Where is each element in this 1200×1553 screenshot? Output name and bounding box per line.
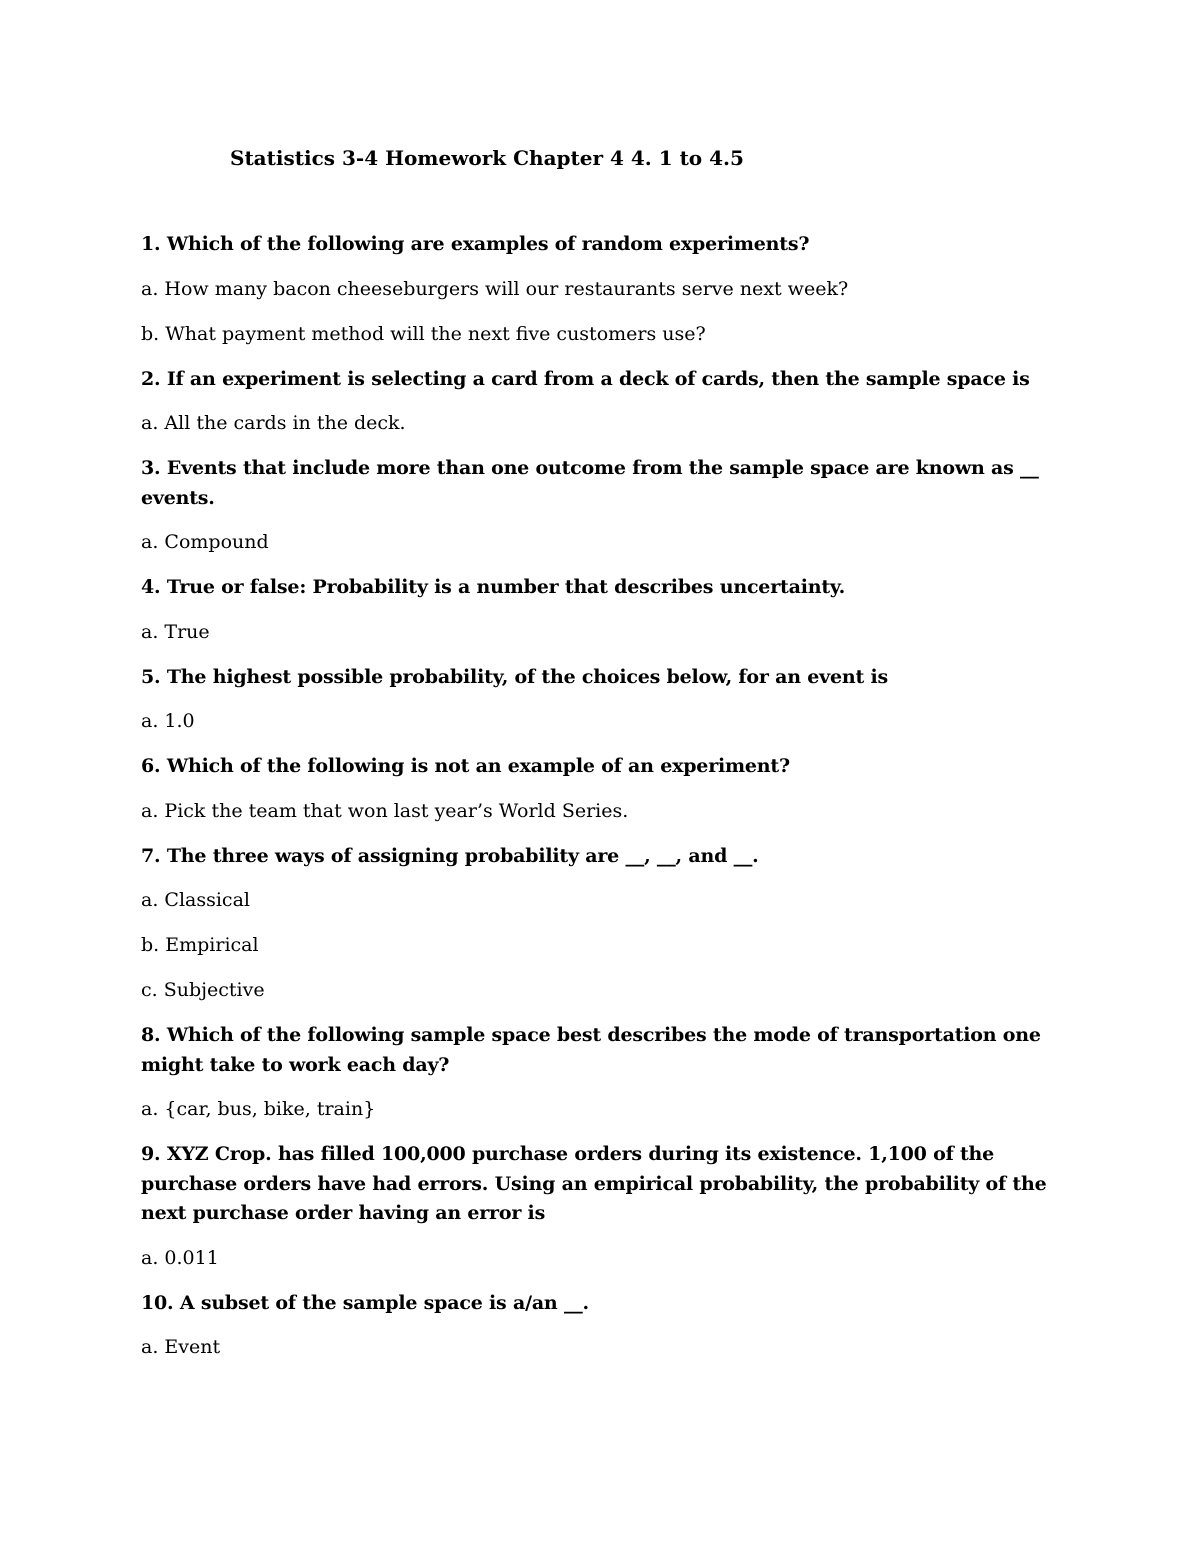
question-5-answer-a: a. 1.0 (141, 710, 195, 732)
question-7-answer-b: b. Empirical (141, 934, 259, 956)
question-10-answer-a: a. Event (141, 1336, 221, 1358)
question-9: 9. XYZ Crop. has filled 100,000 purchase orders during its existence. 1,100 of the purchase orders have had errors. Using an empirical probability, the probability of the next purchase order having an error is (141, 1143, 1047, 1224)
document-title: Statistics 3-4 Homework Chapter 4 4. 1 to 4.5 (230, 146, 744, 170)
question-6: 6. Which of the following is not an example of an experiment? (141, 755, 790, 777)
question-2: 2. If an experiment is selecting a card from a deck of cards, then the sample space is (141, 367, 1030, 390)
question-3-answer-a: a. Compound (141, 531, 269, 553)
question-2-answer-a: a. All the cards in the deck. (141, 412, 406, 434)
question-8-answer-a: a. {car, bus, bike, train} (141, 1098, 376, 1120)
question-7-answer-c: c. Subjective (141, 979, 265, 1001)
question-3: 3. Events that include more than one outcome from the sample space are known as __ events. (141, 457, 1039, 509)
question-1-answer-a: a. How many bacon cheeseburgers will our restaurants serve next week? (141, 277, 849, 300)
question-1-answer-b: b. What payment method will the next five customers use? (141, 322, 706, 345)
question-8: 8. Which of the following sample space best describes the mode of transportation one might take to work each day? (141, 1024, 1041, 1076)
question-1: 1. Which of the following are examples of random experiments? (141, 233, 810, 255)
question-5: 5. The highest possible probability, of the choices below, for an event is (141, 665, 888, 688)
question-4: 4. True or false: Probability is a number that describes uncertainty. (141, 576, 845, 598)
question-7: 7. The three ways of assigning probability are __, __, and __. (141, 844, 759, 867)
question-list (141, 230, 1071, 1378)
question-9-answer-a: a. 0.011 (141, 1246, 219, 1269)
question-4-answer-a: a. True (141, 620, 210, 643)
question-7-answer-a: a. Classical (141, 889, 250, 911)
question-6-answer-a: a. Pick the team that won last year’s World Series. (141, 799, 629, 822)
question-10: 10. A subset of the sample space is a/an __. (141, 1291, 589, 1314)
